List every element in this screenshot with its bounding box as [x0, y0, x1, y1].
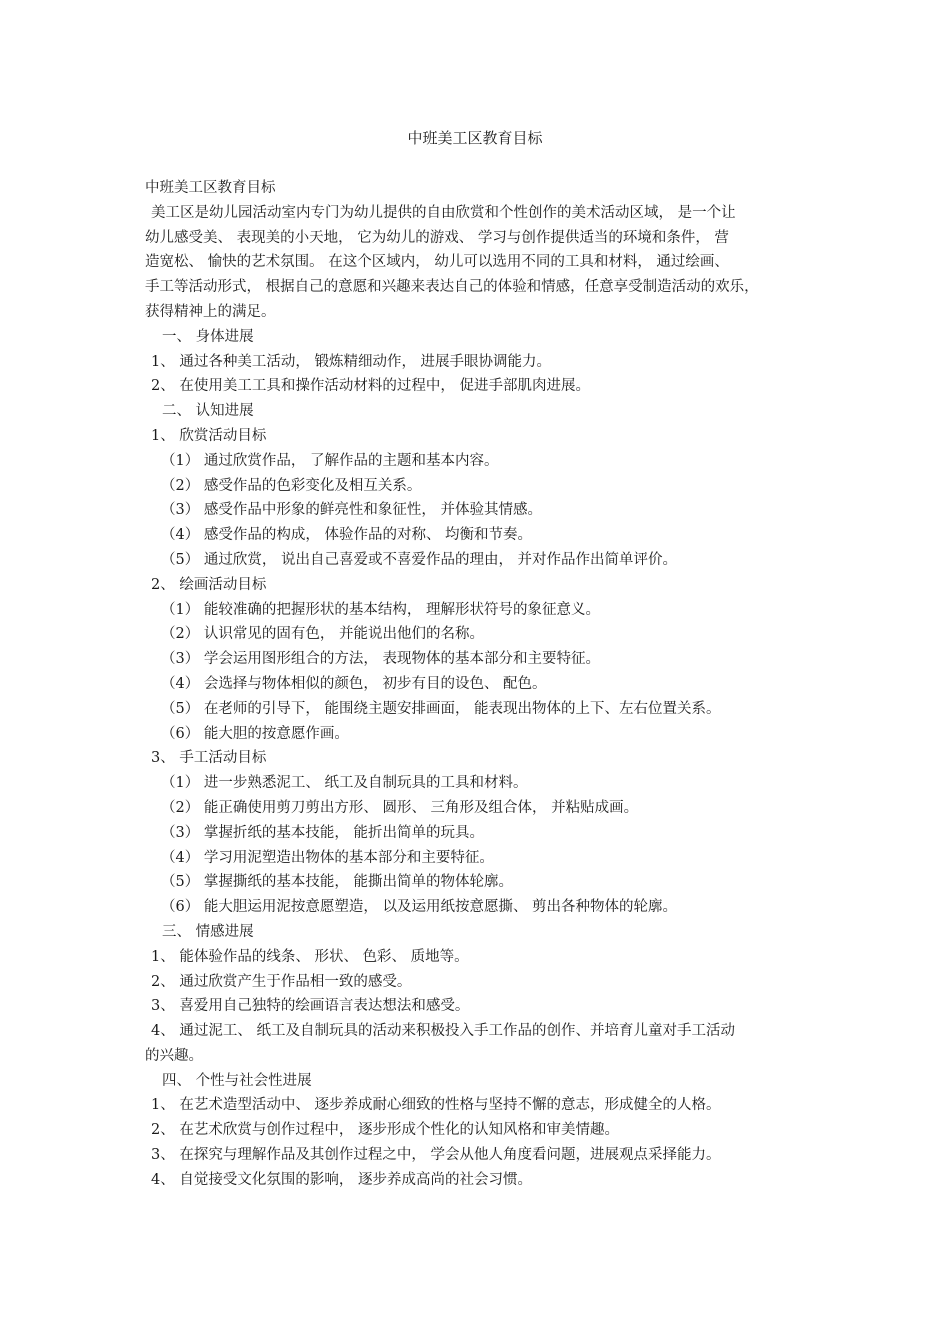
sub-list-item: （4） 学习用泥塑造出物体的基本部分和主要特征。: [161, 849, 494, 866]
list-item: 3、 喜爱用自己独特的绘画语言表达想法和感受。: [151, 998, 470, 1015]
list-item: 2、 在使用美工工具和操作活动材料的过程中， 促进手部肌肉进展。: [151, 378, 590, 395]
sub-list-item: （1） 能较准确的把握形状的基本结构， 理解形状符号的象征意义。: [161, 601, 600, 618]
sub-list-item: （3） 感受作品中形象的鲜亮性和象征性， 并体验其情感。: [161, 502, 542, 519]
sub-list-item: （2） 能正确使用剪刀剪出方形、 圆形、 三角形及组合体， 并粘贴成画。: [161, 799, 639, 816]
list-item: 4、 通过泥工、 纸工及自制玩具的活动来积极投入手工作品的创作、并培育儿童对手工活动: [151, 1023, 735, 1040]
list-item: 4、 自觉接受文化氛围的影响， 逐步养成高尚的社会习惯。: [151, 1171, 532, 1188]
intro-line: 幼儿感受美、 表现美的小天地， 它为幼儿的游戏、 学习与创作提供适当的环境和条件， 营: [145, 229, 729, 246]
sub-list-item: （6） 能大胆运用泥按意愿塑造， 以及运用纸按意愿撕、 剪出各种物体的轮廓。: [161, 899, 678, 916]
sub-list-item: （5） 在老师的引导下， 能围绕主题安排画面， 能表现出物体的上下、左右位置关系。: [161, 700, 721, 717]
list-item: 2、 绘画活动目标: [151, 576, 267, 593]
continuation-line: 的兴趣。: [145, 1047, 203, 1064]
sub-list-item: （1） 通过欣赏作品， 了解作品的主题和基本内容。: [161, 452, 499, 469]
list-item: 1、 欣赏活动目标: [151, 427, 267, 444]
intro-line: 获得精神上的满足。: [145, 303, 276, 320]
list-item: 2、 通过欣赏产生于作品相一致的感受。: [151, 973, 412, 990]
sub-list-item: （4） 感受作品的构成， 体验作品的对称、 均衡和节奏。: [161, 527, 533, 544]
document-subtitle: 中班美工区教育目标: [145, 180, 276, 196]
list-item: 1、 在艺术造型活动中、 逐步养成耐心细致的性格与坚持不懈的意志，形成健全的人格。: [151, 1097, 721, 1114]
list-item: 1、 通过各种美工活动， 锻炼精细动作， 进展手眼协调能力。: [151, 353, 552, 370]
section-heading: 二、 认知进展: [162, 403, 254, 420]
list-item: 3、 手工活动目标: [151, 750, 267, 767]
intro-line: 手工等活动形式， 根据自己的意愿和兴趣来表达自己的体验和情感，任意享受制造活动的欢乐，: [145, 279, 759, 296]
sub-list-item: （4） 会选择与物体相似的颜色， 初步有目的设色、 配色。: [161, 675, 547, 692]
sub-list-item: （5） 掌握撕纸的基本技能， 能撕出简单的物体轮廓。: [161, 874, 513, 891]
section-heading: 四、 个性与社会性进展: [162, 1072, 312, 1089]
sub-list-item: （1） 进一步熟悉泥工、 纸工及自制玩具的工具和材料。: [161, 775, 528, 792]
section-heading: 一、 身体进展: [162, 328, 254, 345]
intro-line: 美工区是幼儿园活动室内专门为幼儿提供的自由欣赏和个性创作的美术活动区域， 是一个让: [151, 204, 736, 221]
sub-list-item: （6） 能大胆的按意愿作画。: [161, 725, 349, 742]
sub-list-item: （3） 学会运用图形组合的方法， 表现物体的基本部分和主要特征。: [161, 651, 600, 668]
list-item: 2、 在艺术欣赏与创作过程中， 逐步形成个性化的认知风格和审美情趣。: [151, 1122, 619, 1139]
sub-list-item: （5） 通过欣赏， 说出自己喜爱或不喜爱作品的理由， 并对作品作出简单评价。: [161, 551, 678, 568]
list-item: 3、 在探究与理解作品及其创作过程之中， 学会从他人角度看问题，进展观点采择能力。: [151, 1147, 721, 1164]
intro-line: 造宽松、 愉快的艺术氛围。 在这个区域内， 幼儿可以选用不同的工具和材料， 通过绘画、: [145, 254, 729, 271]
sub-list-item: （3） 掌握折纸的基本技能， 能折出简单的玩具。: [161, 824, 484, 841]
outline-list: [145, 325, 813, 1193]
document-body: [145, 176, 813, 1193]
sub-list-item: （2） 感受作品的色彩变化及相互关系。: [161, 477, 422, 494]
page-title: 中班美工区教育目标: [407, 129, 543, 147]
section-heading: 三、 情感进展: [162, 923, 254, 940]
sub-list-item: （2） 认识常见的固有色， 并能说出他们的名称。: [161, 626, 484, 643]
list-item: 1、 能体验作品的线条、 形状、 色彩、 质地等。: [151, 948, 469, 965]
